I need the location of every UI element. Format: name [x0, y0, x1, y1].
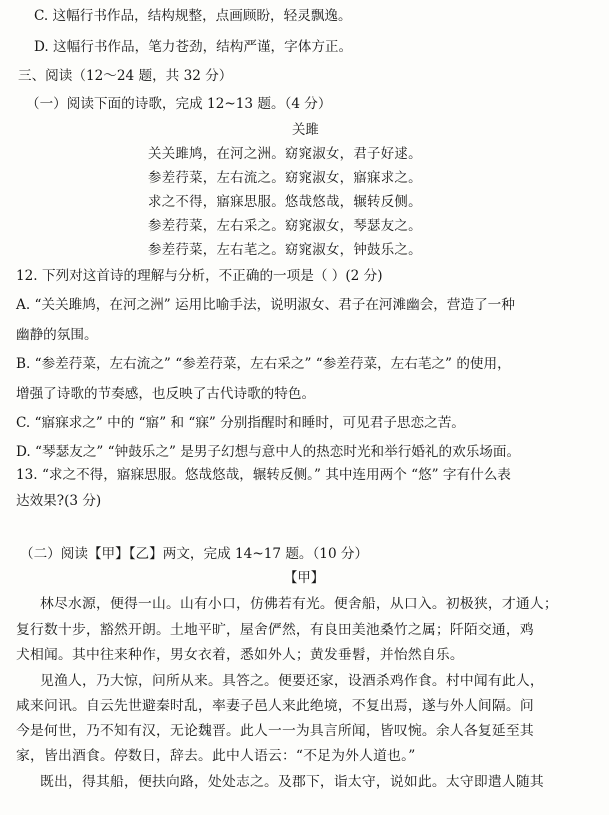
- passage-line: 犬相闻。其中往来种作，男女衣着，悉如外人；黄发垂髫，并怡然自乐。: [16, 647, 464, 663]
- question-12-option-b-cont: 增强了诗歌的节奏感，也反映了古代诗歌的特色。: [16, 386, 316, 402]
- poem-line: 参差荇菜，左右采之。窈窕淑女，琴瑟友之。: [148, 219, 422, 234]
- passage-line: 林尽水源，便得一山。山有小口，仿佛若有光。便舍船，从口入。初极狭，才通人；: [40, 596, 558, 612]
- passage-line: 今是何世，乃不知有汉，无论魏晋。此人一一为具言所闻，皆叹惋。余人各复延至其: [16, 723, 534, 739]
- passage-jia-title: 【甲】: [284, 571, 325, 586]
- passage-line: 既出，得其船，便扶向路，处处志之。及郡下，诣太守，说如此。太守即遣人随其: [40, 774, 544, 790]
- question-12-option-c: C. “寤寐求之” 中的 “寤” 和 “寐” 分别指醒时和睡时，可见君子思恋之苦。: [16, 415, 465, 431]
- option-c: C. 这幅行书作品，结构规整，点画顾盼，轻灵飘逸。: [34, 8, 352, 24]
- question-12-option-a: A. “关关雎鸠，在河之洲” 运用比喻手法，说明淑女、君子在河滩幽会，营造了一种: [16, 297, 515, 313]
- question-12-option-a-cont: 幽静的氛围。: [16, 327, 98, 343]
- question-12: 12. 下列对这首诗的理解与分析，不正确的一项是（ ）(2 分): [16, 268, 383, 284]
- passage-line: 家，皆出酒食。停数日，辞去。此中人语云：“不足为外人道也。”: [16, 748, 416, 764]
- poem-line: 关关雎鸠，在河之洲。窈窕淑女，君子好逑。: [148, 147, 422, 162]
- section-3-heading: 三、阅读（12～24 题，共 32 分）: [18, 68, 233, 84]
- poem-title: 关雎: [292, 123, 319, 138]
- poem-line: 参差荇菜，左右流之。窈窕淑女，寤寐求之。: [148, 171, 422, 186]
- part-2-instruction: （二）阅读【甲】【乙】两文，完成 14~17 题。（10 分）: [20, 546, 369, 562]
- option-d: D. 这幅行书作品，笔力苍劲，结构严谨，字体方正。: [34, 39, 353, 55]
- question-12-option-d: D. “琴瑟友之” “钟鼓乐之” 是男子幻想与意中人的热恋时光和举行婚礼的欢乐场面。: [16, 444, 521, 460]
- passage-line: 咸来问讯。自云先世避秦时乱，率妻子邑人来此绝境，不复出焉，遂与外人间隔。问: [16, 698, 534, 714]
- passage-line: 见渔人，乃大惊，问所从来。具答之。便要还家，设酒杀鸡作食。村中闻有此人，: [40, 673, 544, 689]
- question-12-option-b: B. “参差荇菜，左右流之” “参差荇菜，左右采之” “参差荇菜，左右芼之” 的使用，: [16, 356, 511, 372]
- passage-line: 复行数十步，豁然开朗。土地平旷，屋舍俨然，有良田美池桑竹之属；阡陌交通，鸡: [16, 622, 534, 638]
- poem-line: 参差荇菜，左右芼之。窈窕淑女，钟鼓乐之。: [148, 243, 422, 258]
- question-13-cont: 达效果?(3 分): [16, 493, 102, 509]
- poem-line: 求之不得，寤寐思服。悠哉悠哉，辗转反侧。: [148, 195, 422, 210]
- part-1-instruction: （一）阅读下面的诗歌，完成 12~13 题。（4 分）: [26, 96, 332, 112]
- question-13: 13. “求之不得，寤寐思服。悠哉悠哉，辗转反侧。” 其中连用两个 “悠” 字有什么表: [16, 467, 511, 483]
